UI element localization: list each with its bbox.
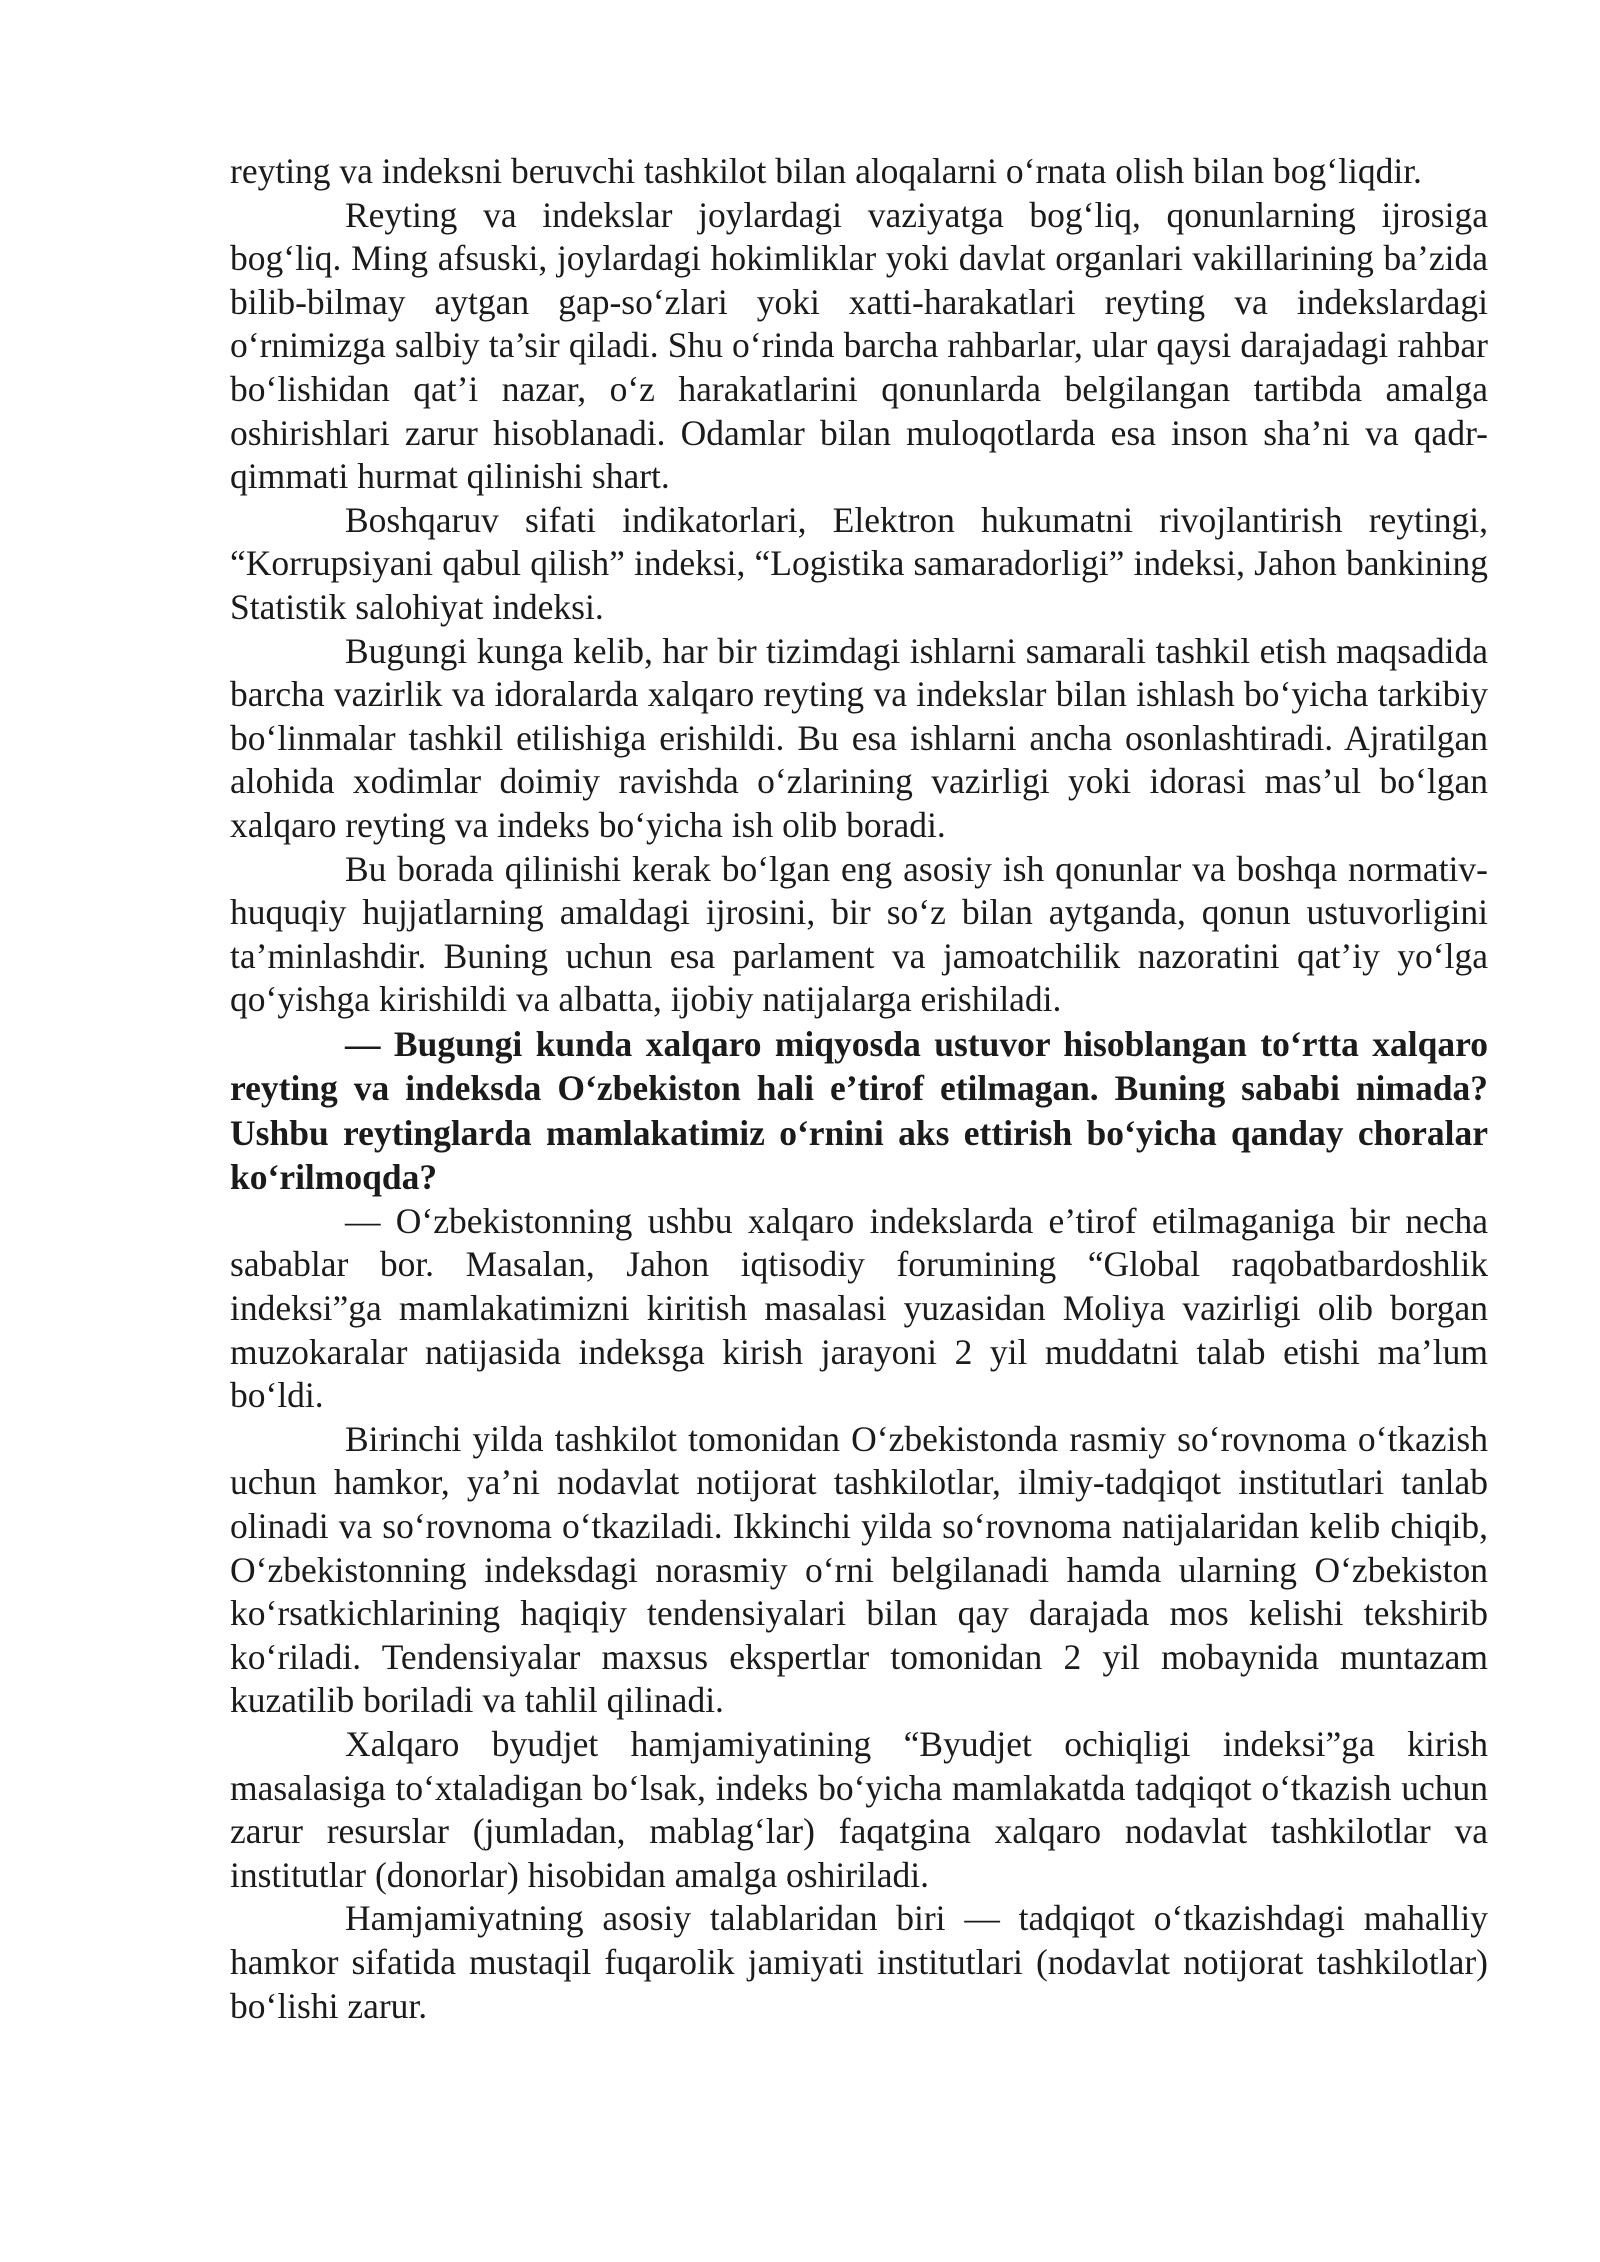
paragraph-5: Bu borada qilinishi kerak bo‘lgan eng asosiy ish qonunlar va boshqa normativ-huquqiy hujjatlarning amaldagi ijrosini, bir so‘z bilan aytganda, qonun ustuvorligini ta’minlashdir. Buning uchun esa parlament va jamoatchilik nazoratini qat’iy yo‘lga qo‘yishga kirishildi va albatta, ijobiy natijalarga erishiladi. bbox=[230, 848, 1488, 1020]
paragraph-9: Xalqaro byudjet hamjamiyatining “Byudjet ochiqligi indeksi”ga kirish masalasiga to‘xtaladigan bo‘lsak, indeks bo‘yicha mamlakatda tadqiqot o‘tkazish uchun zarur resurslar (jumladan, mablag‘lar) faqatgina xalqaro nodavlat tashkilotlar va institutlar (donorlar) hisobidan amalga oshiriladi. bbox=[230, 1724, 1488, 1895]
paragraph-4: Bugungi kunga kelib, har bir tizimdagi ishlarni samarali tashkil etish maqsadida barcha vazirlik va idoralarda xalqaro reyting va indekslar bilan ishlash bo‘yicha tarkibiy bo‘linmalar tashkil etilishiga erishildi. Bu esa ishlarni ancha osonlashtiradi. Ajratilgan alohida xodimlar doimiy ravishda o‘zlarining vazirligi yoki idorasi mas’ul bo‘lgan xalqaro reyting va indeks bo‘yicha ish olib boradi. bbox=[230, 630, 1488, 845]
interview-answer: — O‘zbekistonning ushbu xalqaro indekslarda e’tirof etilmaganiga bir necha sabablar bor. Masalan, Jahon iqtisodiy forumining “Global raqobatbardoshlik indeksi”ga mamlakatimizni kiritish masalasi yuzasidan Moliya vazirligi olib borgan muzokaralar natijasida indeksga kirish jarayoni 2 yil muddatni talab etishi ma’lum bo‘ldi. bbox=[230, 1200, 1488, 1416]
paragraph-10: Hamjamiyatning asosiy talablaridan biri — tadqiqot o‘tkazishdagi mahalliy hamkor sifatida mustaqil fuqarolik jamiyati institutlari (nodavlat notijorat tashkilotlar) bo‘lishi zarur. bbox=[230, 1898, 1488, 2026]
paragraph-3: Boshqaruv sifati indikatorlari, Elektron hukumatni rivojlantirish reytingi, “Korrupsiyani qabul qilish” indeksi, “Logistika samaradorligi” indeksi, Jahon bankining Statistik salohiyat indeksi. bbox=[230, 499, 1488, 627]
paragraph-1: reyting va indeksni beruvchi tashkilot bilan aloqalarni o‘rnata olish bilan bog‘liqdir. bbox=[230, 151, 1422, 191]
document-page bbox=[230, 150, 1488, 2028]
paragraph-8: Birinchi yilda tashkilot tomonidan O‘zbekistonda rasmiy so‘rovnoma o‘tkazish uchun hamkor, ya’ni nodavlat notijorat tashkilotlar, ilmiy-tadqiqot institutlari tanlab olinadi va so‘rovnoma o‘tkaziladi. Ikkinchi yilda so‘rovnoma natijalaridan kelib chiqib, O‘zbekistonning indeksdagi norasmiy o‘rni belgilanadi hamda ularning O‘zbekiston ko‘rsatkichlarining haqiqiy tendensiyalari bilan qay darajada mos kelishi tekshirib ko‘riladi. Tendensiyalar maxsus ekspertlar tomonidan 2 yil mobaynida muntazam kuzatilib boriladi va tahlil qilinadi. bbox=[230, 1418, 1488, 1721]
paragraph-2: Reyting va indekslar joylardagi vaziyatga bog‘liq, qonunlarning ijrosiga bog‘liq. Ming afsuski, joylardagi hokimliklar yoki davlat organlari vakillarining ba’zida bilib-bilmay aytgan gap-so‘zlari yoki xatti-harakatlari reyting va indekslardagi o‘rnimizga salbiy ta’sir qiladi. Shu o‘rinda barcha rahbarlar, ular qaysi darajadagi rahbar bo‘lishidan qat’i nazar, o‘z harakatlarini qonunlarda belgilangan tartibda amalga oshirishlari zarur hisoblanadi. Odamlar bilan muloqotlarda esa inson sha’ni va qadr-qimmati hurmat qilinishi shart. bbox=[230, 194, 1488, 497]
interview-question: — Bugungi kunda xalqaro miqyosda ustuvor hisoblangan to‘rtta xalqaro reyting va indeksda O‘zbekiston hali e’tirof etilmagan. Buning sababi nimada? Ushbu reytinglarda mamlakatimiz o‘rnini aks ettirish bo‘yicha qanday choralar ko‘rilmoqda? bbox=[230, 1023, 1488, 1198]
